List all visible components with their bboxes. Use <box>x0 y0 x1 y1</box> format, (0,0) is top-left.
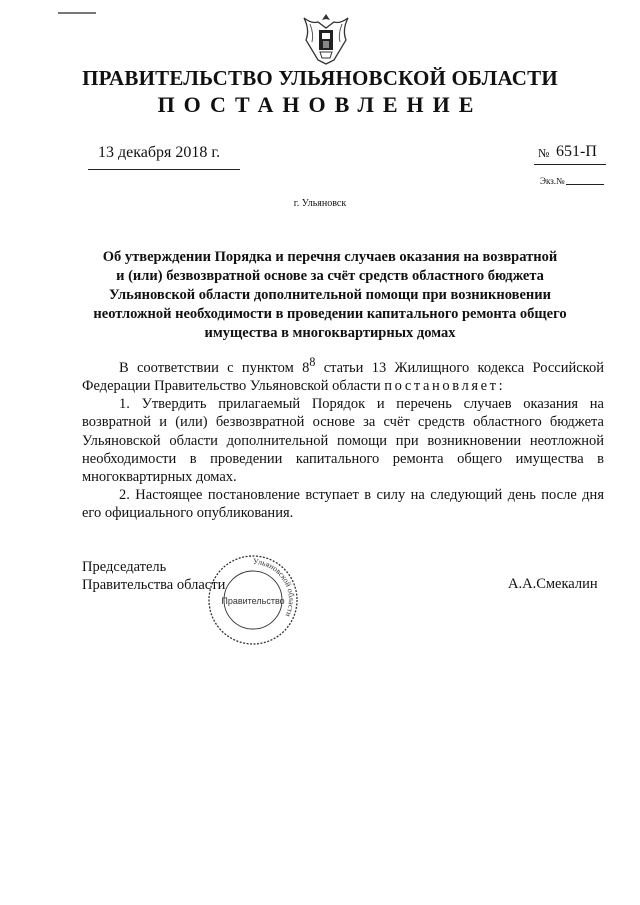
intro-text: В соответствии с пунктом 8 <box>119 359 310 376</box>
position-line: Правительства области <box>82 577 226 593</box>
resolves-word: постановляет <box>384 378 499 395</box>
seal-center-text: Правительство <box>221 596 285 606</box>
decree-number: 651-П <box>556 143 597 160</box>
number-underline <box>534 164 606 165</box>
decree-body <box>82 353 604 523</box>
copy-number-label: Экз.№ <box>540 176 565 186</box>
coat-of-arms-icon <box>296 10 356 68</box>
decree-number-prefix: № <box>538 146 550 160</box>
subject-line: имущества в многоквартирных домах <box>204 325 456 341</box>
subject-line: Ульяновской области дополнительной помощи при возникновении <box>109 287 551 303</box>
intro-superscript: 8 <box>309 355 316 369</box>
position-line: Председатель <box>82 559 167 575</box>
subject-line: Об утверждении Порядка и перечня случаев оказания на возвратной <box>102 249 558 265</box>
intro-colon: : <box>498 378 503 395</box>
intro-text-continued: статьи 13 Жилищного кодекса Российской Федерации Правительство Ульяновской области <box>82 359 604 395</box>
item-2-paragraph: 2. Настоящее постановление вступает в силу на следующий день после дня его официального опубликования. <box>82 487 604 522</box>
svg-text:Ульяновской области <box>253 557 296 619</box>
seal-ring-text: Ульяновской области <box>252 556 296 619</box>
government-title: ПРАВИТЕЛЬСТВО УЛЬЯНОВСКОЙ ОБЛАСТИ <box>82 66 558 90</box>
decree-subject <box>90 248 570 343</box>
decree-date: 13 декабря 2018 г. <box>98 144 221 161</box>
intro-paragraph <box>82 353 604 395</box>
item-1-paragraph: 1. Утвердить прилагаемый Порядок и перечень случаев оказания на возвратной и (или) безвозвратной основе за счёт средств областного бюджета Ульяновской области дополнительной помощи при возникновении неотложной необходимости в проведении капитального ремонта общего имущества в многоквартирных домах. <box>82 396 604 486</box>
subject-line: и (или) безвозвратной основе за счёт средств областного бюджета <box>116 268 544 284</box>
signatory-position <box>82 558 225 594</box>
subject-line: неотложной необходимости в проведении капитального ремонта общего <box>93 306 567 322</box>
copy-number-underline <box>566 184 604 185</box>
official-seal-icon <box>205 552 301 648</box>
date-underline <box>88 169 240 170</box>
city: г. Ульяновск <box>293 198 347 209</box>
signatory-name: А.А.Смекалин <box>508 576 598 592</box>
scan-artifact-line <box>58 12 96 14</box>
document-type-title: ПОСТАНОВЛЕНИЕ <box>157 92 483 117</box>
